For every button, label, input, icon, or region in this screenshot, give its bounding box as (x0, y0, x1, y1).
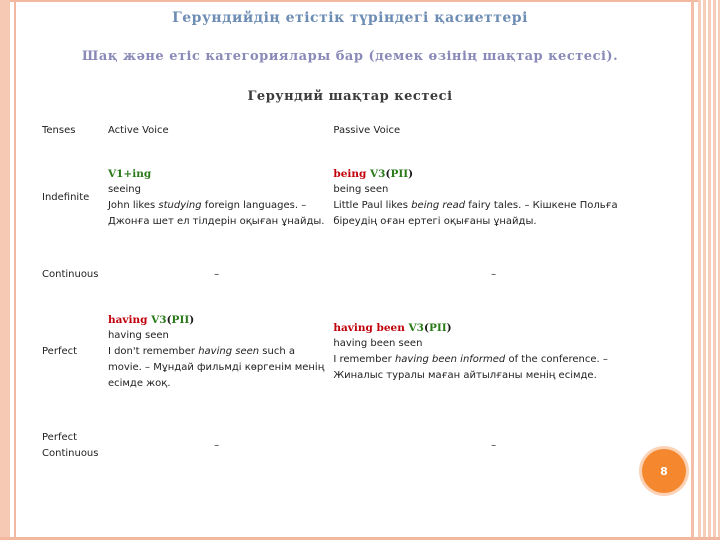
active-formula (108, 312, 325, 328)
formula-part: V3 (408, 322, 424, 334)
passive-example (333, 352, 654, 384)
example-text: I don't remember (107, 346, 199, 357)
formula-part: PII (428, 322, 447, 334)
tense-cell: Perfect (42, 346, 78, 357)
formula-part: V3 (370, 168, 386, 180)
formula-part: PII (390, 168, 409, 180)
active-voice-cell (104, 298, 329, 406)
active-example (108, 198, 325, 230)
table-row-indefinite (38, 144, 658, 252)
table-row-perfect-continuous (38, 406, 658, 486)
tense-cell: Continuous (42, 269, 99, 280)
passive-formula (333, 166, 654, 182)
active-example (108, 344, 325, 392)
left-border (0, 0, 10, 540)
example-text: fairy tales. – Кішкене Польға біреудің оған ертегі оқығаны ұнайды. (333, 200, 618, 227)
formula-part: ( (423, 322, 429, 334)
table-header-row (38, 118, 658, 144)
formula-part: having (107, 314, 152, 326)
passive-form: having been seen (333, 338, 423, 349)
passive-formula (333, 320, 654, 336)
passive-voice-cell (329, 144, 658, 252)
left-border-line (14, 0, 16, 540)
active-voice-cell: – (214, 269, 220, 280)
table-title: Герундий шақтар кестесі (247, 89, 453, 104)
example-text: foreign languages. – Джонға шет ел тілдерін оқыған ұнайды. (107, 200, 325, 227)
example-text: of the conference. – Жиналыс туралы маған айтылғаны менің есімде. (333, 354, 608, 381)
example-gerund: studying (158, 200, 202, 211)
slide-number-badge: 8 (642, 449, 686, 493)
tense-cell: Perfect Continuous (42, 432, 99, 459)
formula-part: V1+ing (107, 168, 152, 180)
passive-voice-cell: – (491, 440, 497, 451)
formula-part: V3 (151, 314, 167, 326)
tense-cell: Indefinite (42, 192, 90, 203)
slide-subtitle: Шақ және етіс категориялары бар (демек өзінің шақтар кестесі). (81, 49, 619, 64)
right-border-stripes (698, 0, 720, 540)
example-text: such a movie. – Мұндай фильмді көргенім менің есімде жоқ. (107, 346, 325, 389)
example-gerund: having seen (198, 346, 260, 357)
right-border-line (691, 0, 694, 540)
example-text: John likes (107, 200, 159, 211)
formula-part: ( (166, 314, 172, 326)
table-row-perfect (38, 298, 658, 406)
slide-title: Герундийдің етістік түріндегі қасиеттері (172, 10, 528, 26)
example-text: Little Paul likes (333, 200, 412, 211)
header-tenses: Tenses (42, 125, 76, 136)
active-formula (108, 166, 325, 182)
formula-part: ) (189, 314, 195, 326)
active-form: having seen (107, 330, 169, 341)
formula-part: ) (446, 322, 452, 334)
passive-form: being seen (333, 184, 389, 195)
table-row-continuous (38, 252, 658, 298)
active-form: seeing (107, 184, 141, 195)
header-passive-voice: Passive Voice (333, 125, 401, 136)
example-text: I remember (333, 354, 395, 365)
header-active-voice: Active Voice (107, 125, 169, 136)
formula-part: PII (171, 314, 190, 326)
top-border (0, 0, 720, 2)
passive-example (333, 198, 654, 230)
gerund-tenses-table (38, 118, 658, 486)
passive-voice-cell: – (491, 269, 497, 280)
example-gerund: having been informed (394, 354, 506, 365)
formula-part: having been (333, 322, 409, 334)
active-voice-cell: – (214, 440, 220, 451)
active-voice-cell (104, 144, 329, 252)
formula-part: ( (385, 168, 391, 180)
formula-part: ) (408, 168, 414, 180)
formula-part: being (333, 168, 371, 180)
example-gerund: being read (411, 200, 466, 211)
passive-voice-cell (329, 298, 658, 406)
